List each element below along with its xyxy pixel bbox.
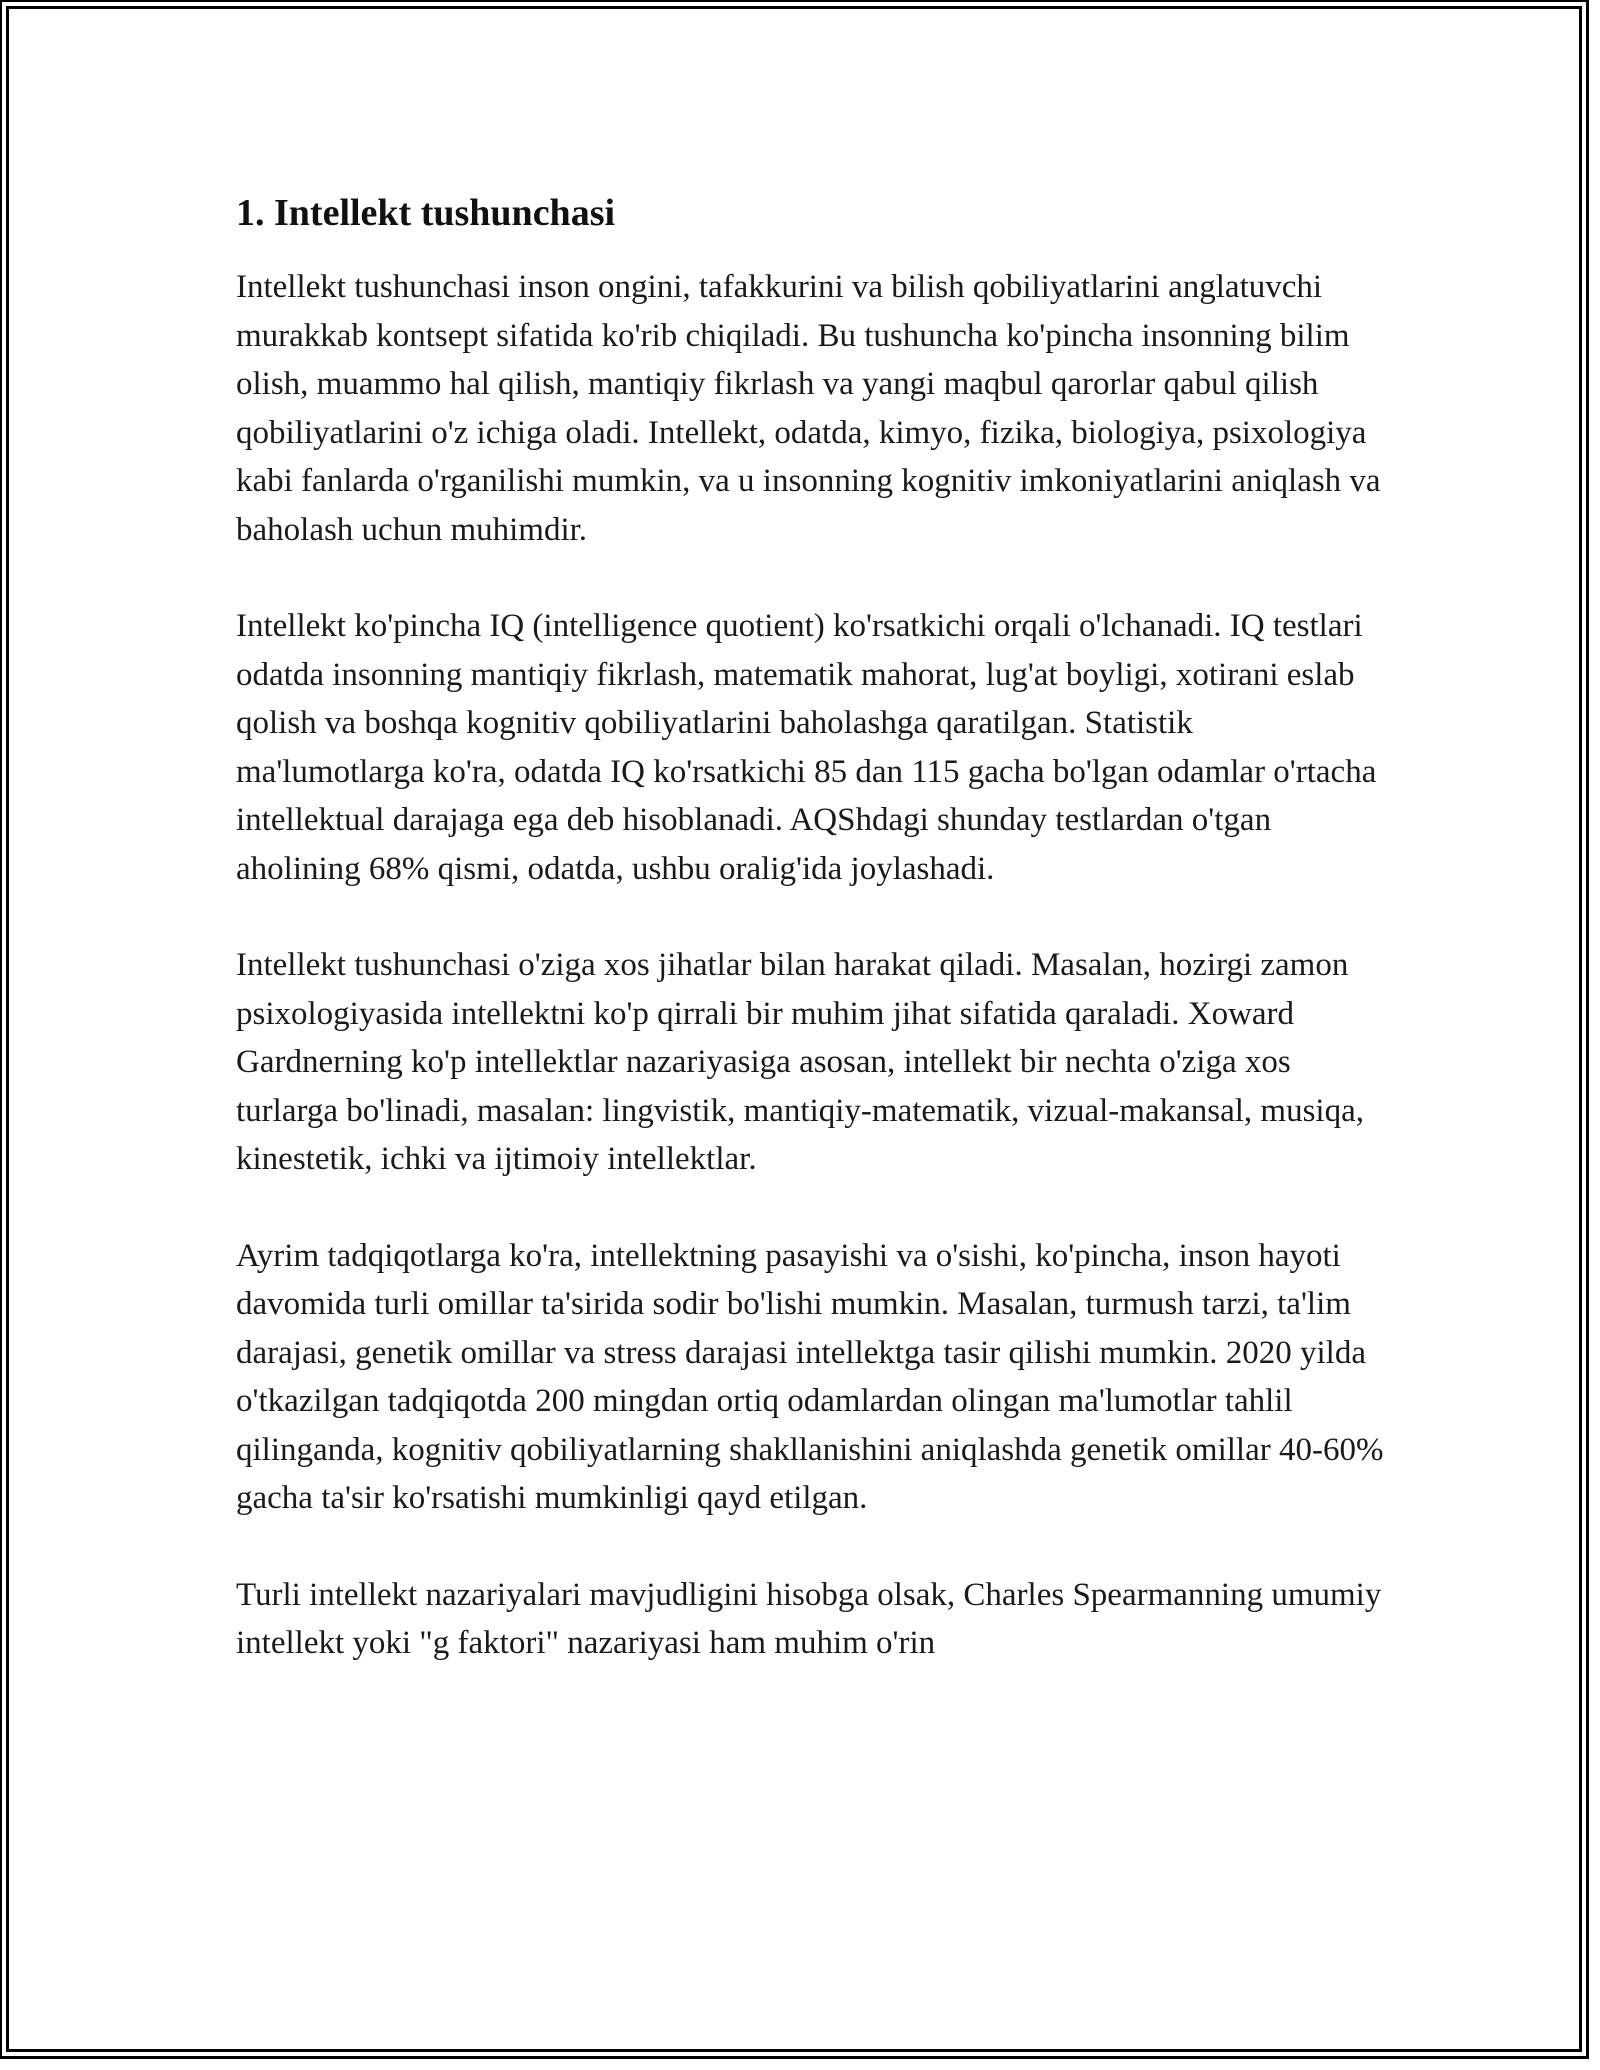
document-body (236, 185, 1386, 1716)
paragraph-1: Intellekt tushunchasi inson ongini, tafakkurini va bilish qobiliyatlarini anglatuvchi murakkab kontsept sifatida ko'rib chiqiladi. Bu tushuncha ko'pincha insonning bilim olish, muammo hal qilish, mantiqiy fikrlash va yangi maqbul qarorlar qabul qilish qobiliyatlarini o'z ichiga oladi. Intellekt, odatda, kimyo, fizika, biologiya, psixologiya kabi fanlarda o'rganilishi mumkin, va u insonning kognitiv imkoniyatlarini aniqlash va baholash uchun muhimdir. (236, 269, 1381, 548)
paragraph-2: Intellekt ko'pincha IQ (intelligence quotient) ko'rsatkichi orqali o'lchanadi. IQ testlari odatda insonning mantiqiy fikrlash, matematik mahorat, lug'at boyligi, xotirani eslab qolish va boshqa kognitiv qobiliyatlarini baholashga qaratilgan. Statistik ma'lumotlarga ko'ra, odatda IQ ko'rsatkichi 85 dan 115 gacha bo'lgan odamlar o'rtacha intellektual darajaga ega deb hisoblanadi. AQShdagi shunday testlardan o'tgan aholining 68% qismi, odatda, ushbu oralig'ida joylashadi. (236, 608, 1377, 887)
section-heading: 1. Intellekt tushunchasi (236, 192, 616, 234)
paragraph-3: Intellekt tushunchasi o'ziga xos jihatlar bilan harakat qiladi. Masalan, hozirgi zamon psixologiyasida intellektni ko'p qirrali bir muhim jihat sifatida qaraladi. Xoward Gardnerning ko'p intellektlar nazariyasiga asosan, intellekt bir nechta o'ziga xos turlarga bo'linadi, masalan: lingvistik, mantiqiy-matematik, vizual-makansal, musiqa, kinestetik, ichki va ijtimoiy intellektlar. (236, 947, 1364, 1177)
paragraph-4: Ayrim tadqiqotlarga ko'ra, intellektning pasayishi va o'sishi, ko'pincha, inson hayoti davomida turli omillar ta'sirida sodir bo'lishi mumkin. Masalan, turmush tarzi, ta'lim darajasi, genetik omillar va stress darajasi intellektga tasir qilishi mumkin. 2020 yilda o'tkazilgan tadqiqotda 200 mingdan ortiq odamlardan olingan ma'lumotlar tahlil qilinganda, kognitiv qobiliyatlarning shakllanishini aniqlashda genetik omillar 40-60% gacha ta'sir ko'rsatishi mumkinligi qayd etilgan. (236, 1237, 1384, 1516)
paragraph-5: Turli intellekt nazariyalari mavjudligini hisobga olsak, Charles Spearmanning umumiy intellekt yoki "g faktori" nazariyasi ham muhim o'rin (236, 1576, 1382, 1661)
